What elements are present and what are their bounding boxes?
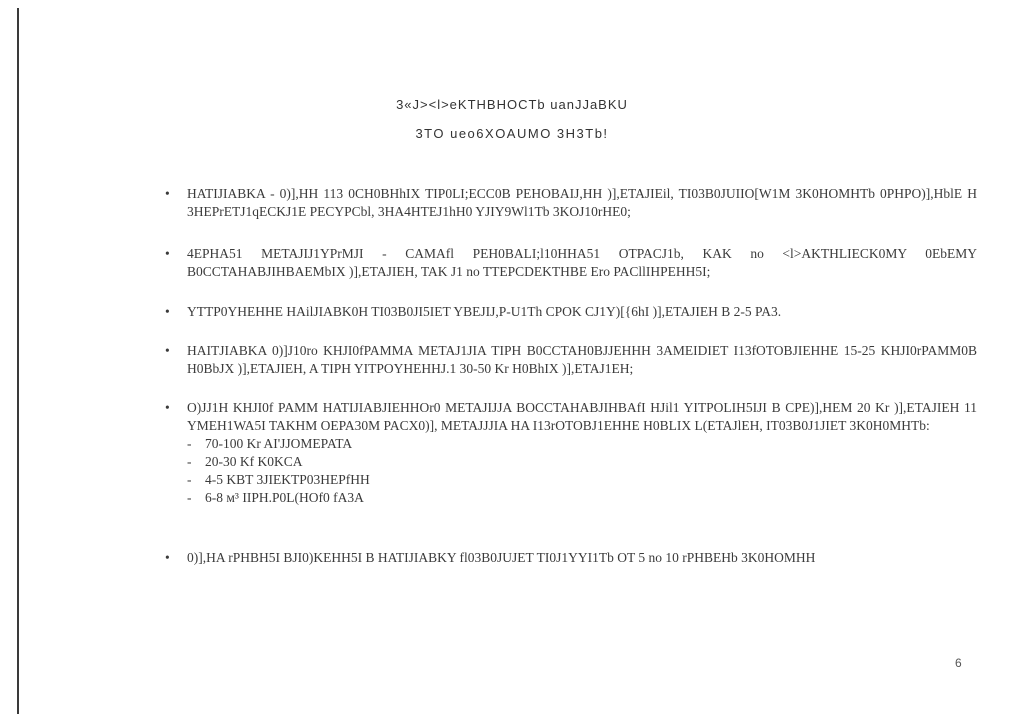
bullet-item <box>165 399 977 507</box>
sub-list-text: 20-30 Kf K0KCA <box>205 454 303 469</box>
bullet-text: HATIJIABKA - 0)],HH 113 0CH0BHhIX TIP0LI;ECC0B PEHOBAIJ,HH )],ETAJIEil, TI03B0JUIIO[W1M 3K0HOMHTb 0PHPO)],HblE H 3HEPrETJ1qECKJ1E PECYPCbl, 3HA4HTEJ1hH0 YJIY9Wl1Tb 3KOJ10rHE0; <box>187 186 977 219</box>
bullet-icon: • <box>165 550 170 565</box>
dash-icon: - <box>187 472 192 487</box>
bullet-item <box>165 303 977 321</box>
sub-list-text: 4-5 KBT 3JIEKTP03HEPfHH <box>205 472 370 487</box>
bullet-item <box>165 245 977 281</box>
slide-title-line2: 3TO ueo6XOAUMO 3H3Tb! <box>415 126 609 141</box>
bullet-icon: • <box>165 246 170 261</box>
sub-list-item <box>187 453 977 471</box>
bullet-item <box>165 342 977 378</box>
dash-icon: - <box>187 436 192 451</box>
bullet-text: YTTP0YHEHHE HAilJIABK0H TI03B0JI5IET YBEJIJ,P-U1Th CPOK CJ1Y)[{6hI )],ETAJIEH B 2-5 PA3. <box>187 304 782 319</box>
bullet-text: 4EPHA51 METAJIJ1YPrMJI - CAMAfl PEH0BALI;l10HHA51 OTPACJ1b, KAK no <l>AKTHLIECK0MY 0EbEMY B0CCTAHABJIHBAEMbIX )],ETAJIEH, TAK J1 no TTEPCDEKTHBE Ero PACllIHPEHH5I; <box>187 246 977 279</box>
page-number: 6 <box>955 656 962 670</box>
sub-list-item <box>187 435 977 453</box>
sub-list-text: 70-100 Kr AI'JJOMEPATA <box>205 436 353 451</box>
bullet-item <box>165 185 977 221</box>
sub-list-text: 6-8 м³ IIPH.P0L(HOf0 fA3A <box>205 490 364 505</box>
bullet-icon: • <box>165 304 170 319</box>
sub-list-item <box>187 489 977 507</box>
bullet-text: O)JJ1H KHJI0f PAMM HATIJIABJIEHHOr0 METAJIJJA BOCCTAHABJIHBAfI HJil1 YITPOLIH5IJI B CPE)],HEM 20 Kr )],ETAJIEH 11 YMEH1WA5I TAKHM OEPA30M PACX0)], METAJJJIA HA I13rOTOBJ1EHHE H0BLIX L(ETAJlEH, IT03B0J1JIET 3K0H0MHTb: <box>187 400 977 433</box>
left-margin-line <box>17 8 19 714</box>
bullet-icon: • <box>165 186 170 201</box>
dash-icon: - <box>187 454 192 469</box>
bullet-icon: • <box>165 400 170 415</box>
bullet-icon: • <box>165 343 170 358</box>
slide-title-line1: 3«J><l>eKTHBHOCTb uanJJaBKU <box>396 97 628 112</box>
bullet-text: HAITJIABKA 0)]J10ro KHJI0fPAMMA METAJ1JIA TIPH B0CCTAH0BJJEHHH 3AMEIDIET I13fOTOBJIEHHE 15-25 KHJI0rPAMM0B H0BbJX )],ETAJIEH, A TIPH YITPOYHEHHJ.1 30-50 Kr H0BhIX )],ETAJ1EH; <box>187 343 977 376</box>
bullet-text: 0)],HA rPHBH5I BJI0)KEHH5I B HATIJIABKY fl03B0JUJET TI0J1YYI1Tb OT 5 no 10 rPHBEHb 3K0HOMHH <box>187 550 816 565</box>
sub-list-item <box>187 471 977 489</box>
dash-icon: - <box>187 490 192 505</box>
bullet-item <box>165 549 977 567</box>
